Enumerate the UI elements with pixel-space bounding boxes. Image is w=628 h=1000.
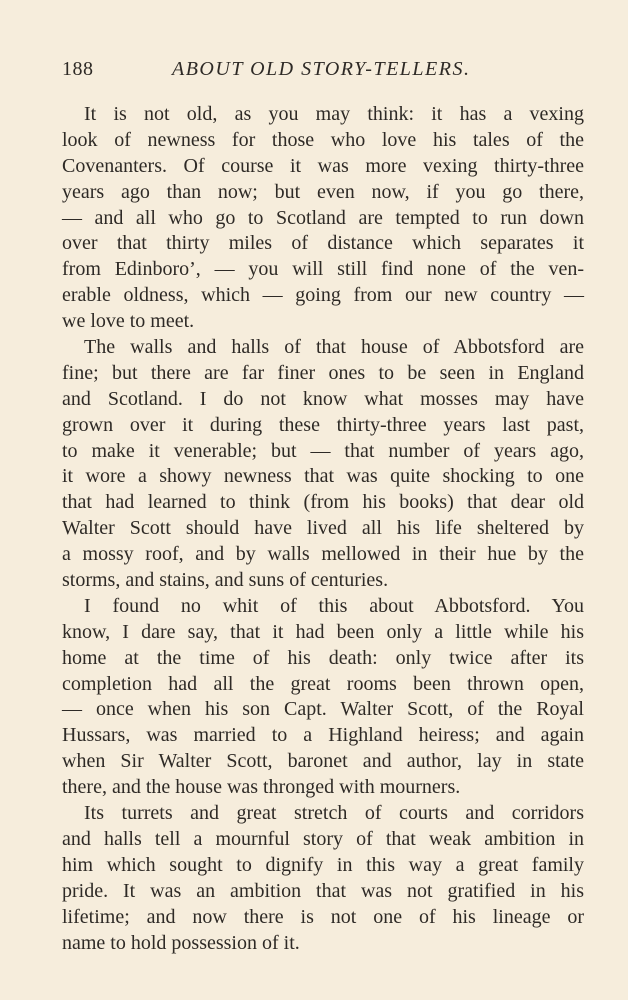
text-line: him which sought to dignify in this way a great family bbox=[62, 853, 584, 876]
text-line: that had learned to think (from his books) that dear old bbox=[62, 491, 584, 514]
text-line: — and all who go to Scotland are tempted to run down bbox=[62, 206, 584, 229]
text-line: a mossy roof, and by walls mellowed in their hue by the bbox=[62, 543, 584, 566]
text-line: grown over it during these thirty-three years last past, bbox=[62, 413, 584, 436]
page-number: 188 bbox=[62, 58, 94, 80]
text-line: — once when his son Capt. Walter Scott, of the Royal bbox=[62, 698, 584, 721]
text-line: and Scotland. I do not know what mosses may have bbox=[62, 387, 584, 410]
text-line: over that thirty miles of distance which separates it bbox=[62, 232, 584, 255]
text-line: lifetime; and now there is not one of his lineage or bbox=[62, 905, 584, 928]
text-line: The walls and halls of that house of Abbotsford are bbox=[84, 336, 584, 359]
text-line: fine; but there are far finer ones to be seen in England bbox=[62, 361, 584, 384]
running-head bbox=[62, 58, 584, 88]
text-line: name to hold possession of it. bbox=[62, 931, 300, 954]
text-line: and halls tell a mournful story of that weak ambition in bbox=[62, 827, 584, 850]
text-line: look of newness for those who love his tales of the bbox=[62, 128, 584, 151]
text-line: It is not old, as you may think: it has a vexing bbox=[84, 103, 584, 125]
text-line: pride. It was an ambition that was not gratified in his bbox=[62, 879, 584, 902]
text-line: when Sir Walter Scott, baronet and author, lay in state bbox=[62, 750, 584, 773]
text-line: I found no whit of this about Abbotsford. You bbox=[84, 594, 584, 617]
text-line: completion had all the great rooms been thrown open, bbox=[62, 672, 584, 695]
text-line: years ago than now; but even now, if you go there, bbox=[62, 180, 584, 203]
text-line: erable oldness, which — going from our new country — bbox=[62, 284, 584, 307]
text-line: storms, and stains, and suns of centuries. bbox=[62, 569, 389, 592]
text-line: there, and the house was thronged with mourners. bbox=[62, 776, 461, 799]
text-line: Covenanters. Of course it was more vexing thirty-three bbox=[62, 154, 584, 177]
text-line: Its turrets and great stretch of courts and corridors bbox=[84, 802, 584, 825]
text-line: know, I dare say, that it had been only a little while his bbox=[62, 620, 584, 643]
text-line: it wore a showy newness that was quite shocking to one bbox=[62, 465, 584, 488]
text-line: to make it venerable; but — that number of years ago, bbox=[62, 439, 584, 462]
text-line: we love to meet. bbox=[62, 310, 195, 333]
text-line: home at the time of his death: only twice after its bbox=[62, 646, 584, 669]
running-title: ABOUT OLD STORY-TELLERS. bbox=[172, 58, 471, 80]
body-text bbox=[62, 102, 584, 956]
text-line: from Edinboro’, — you will still find none of the ven- bbox=[62, 258, 584, 281]
text-line: Walter Scott should have lived all his life sheltered by bbox=[62, 517, 584, 540]
text-line: Hussars, was married to a Highland heiress; and again bbox=[62, 724, 584, 747]
